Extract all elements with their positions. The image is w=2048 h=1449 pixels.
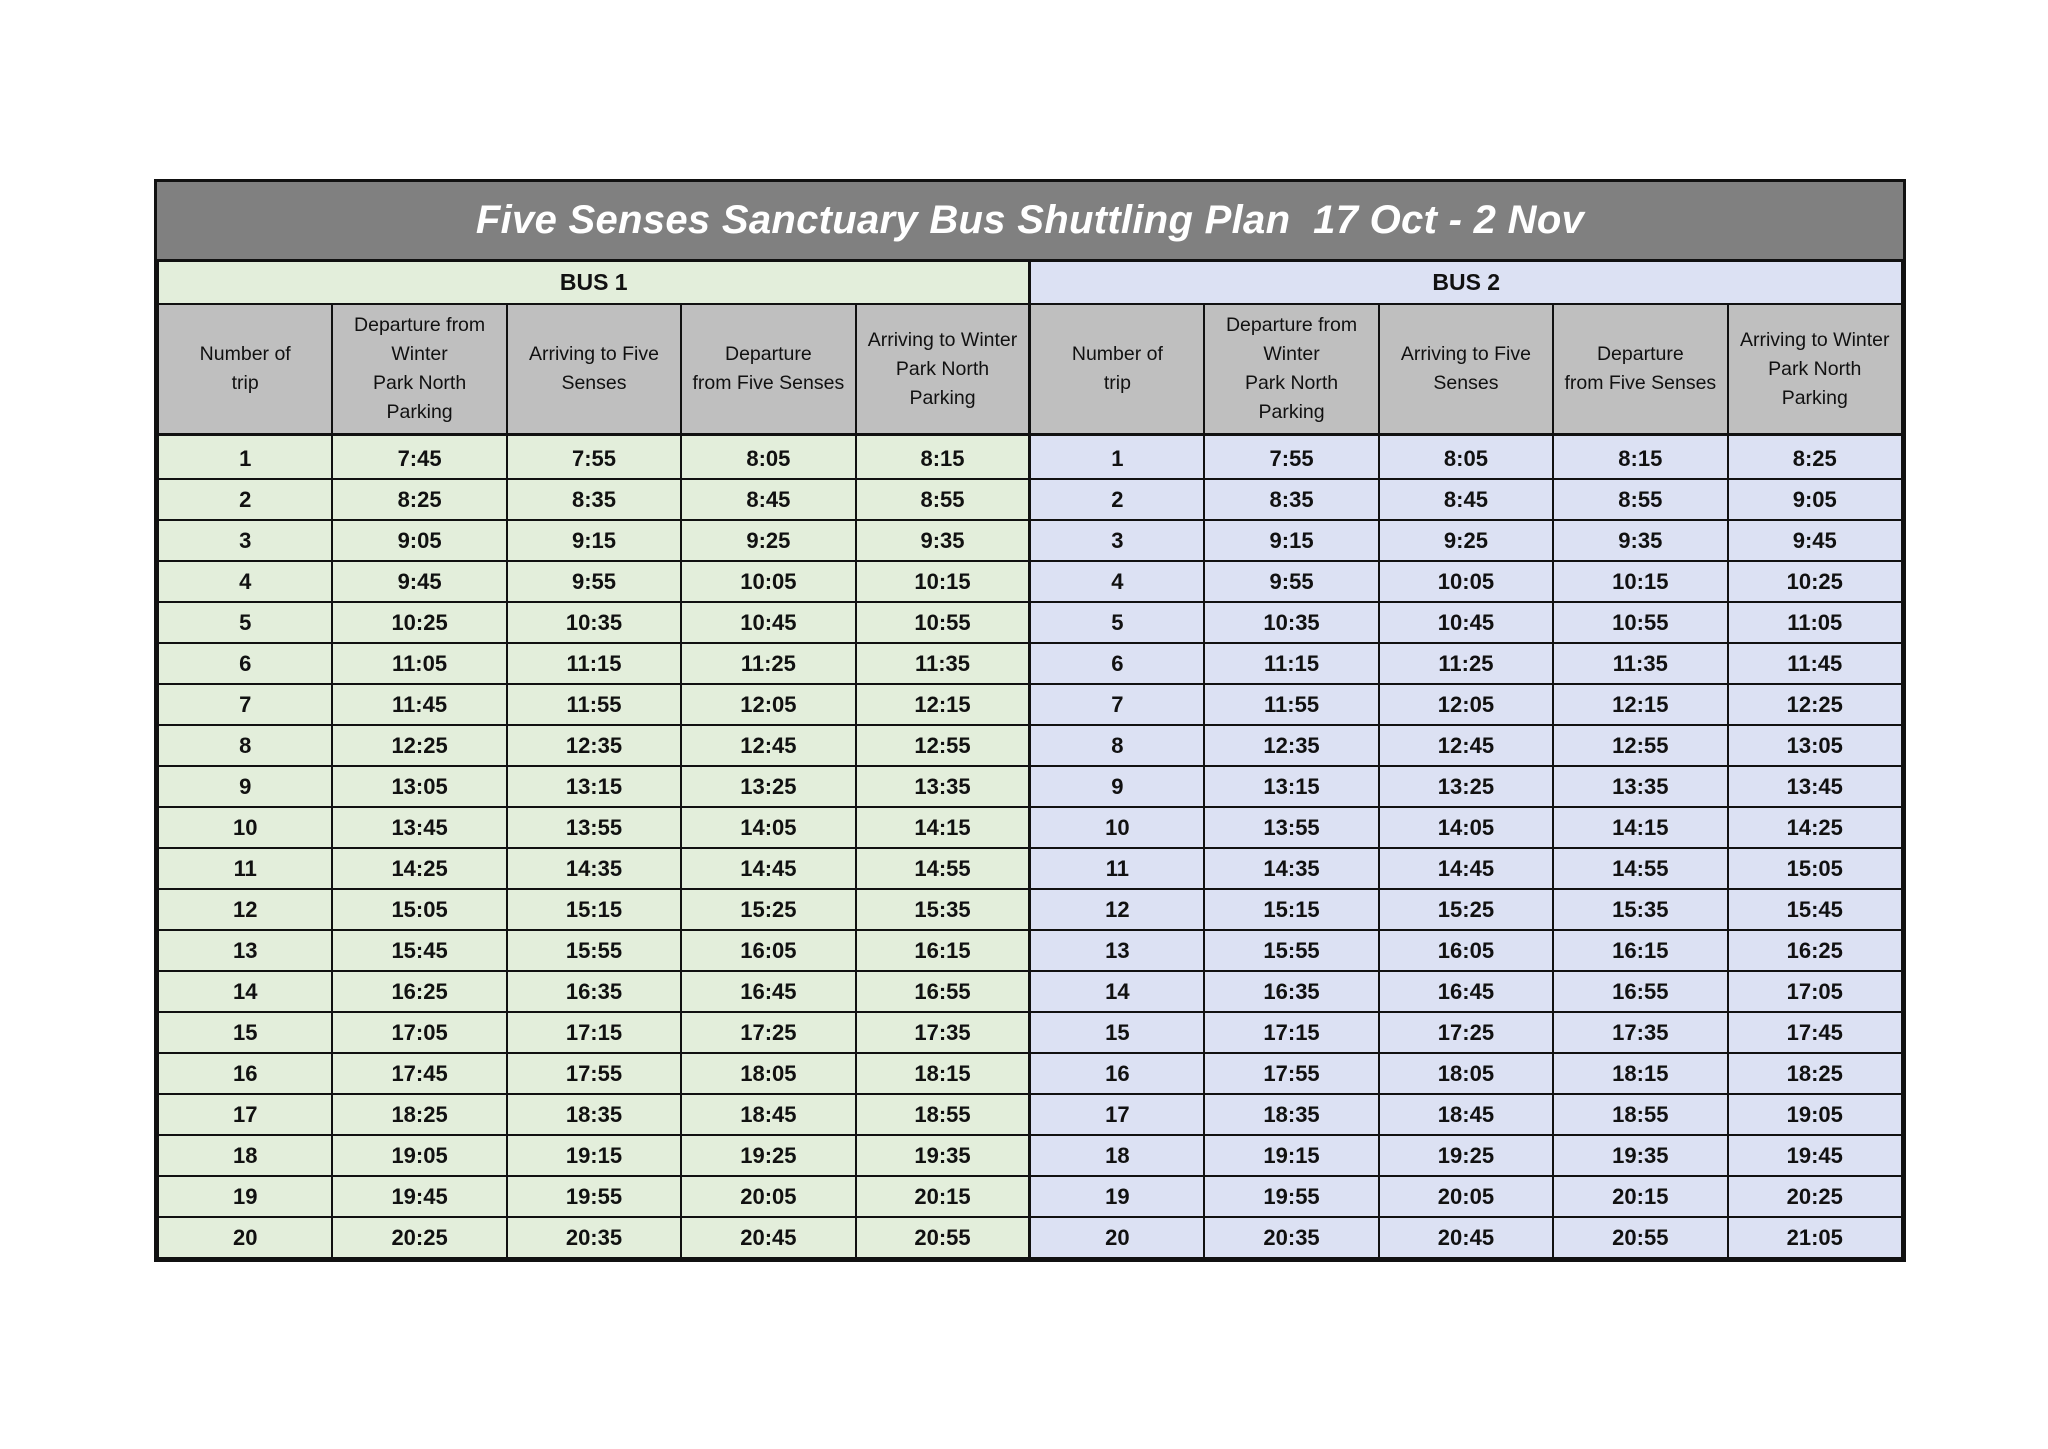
bus2-trip-number-cell: 11: [1030, 848, 1204, 889]
bus1-arrival-five-senses-cell: 9:15: [507, 520, 681, 561]
bus2-col-departure-winter-park: Departure from Winter Park North Parking: [1204, 304, 1378, 435]
bus1-arrival-winter-park-cell: 10:15: [856, 561, 1030, 602]
bus2-departure-five-senses-cell: 8:55: [1553, 479, 1727, 520]
bus2-arrival-winter-park-cell: 16:25: [1728, 930, 1902, 971]
bus2-arrival-winter-park-cell: 11:45: [1728, 643, 1902, 684]
bus1-departure-five-senses-cell: 11:25: [681, 643, 855, 684]
bus2-col-departure-five-senses: Departure from Five Senses: [1553, 304, 1727, 435]
bus1-departure-winter-park-cell: 12:25: [332, 725, 506, 766]
table-row: [158, 1135, 1902, 1176]
table-row: [158, 684, 1902, 725]
bus1-departure-winter-park-cell: 15:05: [332, 889, 506, 930]
bus1-departure-winter-park-cell: 20:25: [332, 1217, 506, 1258]
bus1-trip-number-cell: 2: [158, 479, 332, 520]
bus2-arrival-winter-park-cell: 13:45: [1728, 766, 1902, 807]
bus2-arrival-winter-park-cell: 13:05: [1728, 725, 1902, 766]
bus1-departure-five-senses-cell: 20:05: [681, 1176, 855, 1217]
bus1-arrival-winter-park-cell: 17:35: [856, 1012, 1030, 1053]
bus1-arrival-winter-park-cell: 19:35: [856, 1135, 1030, 1176]
bus1-arrival-five-senses-cell: 18:35: [507, 1094, 681, 1135]
bus2-arrival-five-senses-cell: 20:45: [1379, 1217, 1553, 1258]
bus2-departure-winter-park-cell: 13:15: [1204, 766, 1378, 807]
bus1-trip-number-cell: 14: [158, 971, 332, 1012]
bus2-arrival-five-senses-cell: 16:45: [1379, 971, 1553, 1012]
bus1-col-arrival-five-senses: Arriving to Five Senses: [507, 304, 681, 435]
bus1-departure-five-senses-cell: 15:25: [681, 889, 855, 930]
bus2-arrival-five-senses-cell: 12:45: [1379, 725, 1553, 766]
bus2-trip-number-cell: 1: [1030, 435, 1204, 480]
bus1-trip-number-cell: 19: [158, 1176, 332, 1217]
bus1-departure-winter-park-cell: 7:45: [332, 435, 506, 480]
table-row: [158, 643, 1902, 684]
bus2-arrival-five-senses-cell: 18:45: [1379, 1094, 1553, 1135]
table-row: [158, 971, 1902, 1012]
bus2-departure-five-senses-cell: 15:35: [1553, 889, 1727, 930]
bus2-arrival-winter-park-cell: 9:05: [1728, 479, 1902, 520]
bus1-arrival-five-senses-cell: 11:15: [507, 643, 681, 684]
bus2-trip-number-cell: 12: [1030, 889, 1204, 930]
bus2-arrival-five-senses-cell: 20:05: [1379, 1176, 1553, 1217]
table-row: [158, 561, 1902, 602]
bus1-arrival-winter-park-cell: 10:55: [856, 602, 1030, 643]
bus2-arrival-five-senses-cell: 10:45: [1379, 602, 1553, 643]
bus1-arrival-five-senses-cell: 14:35: [507, 848, 681, 889]
schedule-sheet: [154, 179, 1906, 1262]
bus1-arrival-winter-park-cell: 14:15: [856, 807, 1030, 848]
bus2-arrival-winter-park-cell: 8:25: [1728, 435, 1902, 480]
bus1-departure-five-senses-cell: 14:45: [681, 848, 855, 889]
bus2-arrival-winter-park-cell: 15:45: [1728, 889, 1902, 930]
bus1-arrival-winter-park-cell: 12:55: [856, 725, 1030, 766]
bus1-arrival-winter-park-cell: 11:35: [856, 643, 1030, 684]
bus2-arrival-winter-park-cell: 14:25: [1728, 807, 1902, 848]
bus1-departure-five-senses-cell: 10:05: [681, 561, 855, 602]
bus2-departure-winter-park-cell: 8:35: [1204, 479, 1378, 520]
bus1-trip-number-cell: 6: [158, 643, 332, 684]
bus1-departure-winter-park-cell: 17:45: [332, 1053, 506, 1094]
bus2-departure-five-senses-cell: 17:35: [1553, 1012, 1727, 1053]
table-row: [158, 602, 1902, 643]
bus2-trip-number-cell: 4: [1030, 561, 1204, 602]
table-row: [158, 889, 1902, 930]
bus1-col-departure-winter-park: Departure from Winter Park North Parking: [332, 304, 506, 435]
bus2-departure-five-senses-cell: 11:35: [1553, 643, 1727, 684]
bus2-arrival-five-senses-cell: 9:25: [1379, 520, 1553, 561]
bus1-arrival-winter-park-cell: 8:15: [856, 435, 1030, 480]
bus2-trip-number-cell: 20: [1030, 1217, 1204, 1258]
bus1-departure-five-senses-cell: 19:25: [681, 1135, 855, 1176]
bus1-departure-five-senses-cell: 13:25: [681, 766, 855, 807]
bus2-trip-number-cell: 14: [1030, 971, 1204, 1012]
bus1-arrival-five-senses-cell: 19:55: [507, 1176, 681, 1217]
bus1-trip-number-cell: 15: [158, 1012, 332, 1053]
bus2-arrival-five-senses-cell: 16:05: [1379, 930, 1553, 971]
bus2-departure-winter-park-cell: 17:15: [1204, 1012, 1378, 1053]
bus1-arrival-five-senses-cell: 13:15: [507, 766, 681, 807]
table-row: [158, 930, 1902, 971]
bus2-arrival-winter-park-cell: 11:05: [1728, 602, 1902, 643]
bus1-departure-winter-park-cell: 9:45: [332, 561, 506, 602]
bus2-departure-winter-park-cell: 19:15: [1204, 1135, 1378, 1176]
bus2-departure-five-senses-cell: 10:15: [1553, 561, 1727, 602]
bus2-arrival-winter-park-cell: 17:45: [1728, 1012, 1902, 1053]
bus1-departure-winter-park-cell: 10:25: [332, 602, 506, 643]
bus1-arrival-five-senses-cell: 16:35: [507, 971, 681, 1012]
bus1-trip-number-cell: 8: [158, 725, 332, 766]
bus1-arrival-winter-park-cell: 16:55: [856, 971, 1030, 1012]
bus2-trip-number-cell: 9: [1030, 766, 1204, 807]
bus1-trip-number-cell: 18: [158, 1135, 332, 1176]
bus1-arrival-winter-park-cell: 9:35: [856, 520, 1030, 561]
bus1-trip-number-cell: 16: [158, 1053, 332, 1094]
bus2-col-arrival-winter-park: Arriving to Winter Park North Parking: [1728, 304, 1902, 435]
bus2-departure-winter-park-cell: 9:15: [1204, 520, 1378, 561]
bus1-departure-winter-park-cell: 13:05: [332, 766, 506, 807]
bus2-arrival-winter-park-cell: 9:45: [1728, 520, 1902, 561]
table-row: [158, 1176, 1902, 1217]
bus2-departure-winter-park-cell: 13:55: [1204, 807, 1378, 848]
bus2-trip-number-cell: 3: [1030, 520, 1204, 561]
bus1-trip-number-cell: 10: [158, 807, 332, 848]
table-row: [158, 807, 1902, 848]
bus2-departure-five-senses-cell: 16:15: [1553, 930, 1727, 971]
bus2-departure-five-senses-cell: 13:35: [1553, 766, 1727, 807]
bus1-trip-number-cell: 3: [158, 520, 332, 561]
bus1-arrival-winter-park-cell: 18:15: [856, 1053, 1030, 1094]
bus2-departure-five-senses-cell: 12:55: [1553, 725, 1727, 766]
bus1-trip-number-cell: 11: [158, 848, 332, 889]
bus1-departure-winter-park-cell: 18:25: [332, 1094, 506, 1135]
bus1-departure-five-senses-cell: 18:05: [681, 1053, 855, 1094]
bus2-trip-number-cell: 15: [1030, 1012, 1204, 1053]
bus2-departure-five-senses-cell: 20:15: [1553, 1176, 1727, 1217]
bus1-arrival-winter-park-cell: 20:55: [856, 1217, 1030, 1258]
bus1-arrival-five-senses-cell: 8:35: [507, 479, 681, 520]
bus2-arrival-winter-park-cell: 12:25: [1728, 684, 1902, 725]
bus1-arrival-five-senses-cell: 12:35: [507, 725, 681, 766]
bus1-departure-five-senses-cell: 20:45: [681, 1217, 855, 1258]
bus2-arrival-winter-park-cell: 15:05: [1728, 848, 1902, 889]
bus1-arrival-winter-park-cell: 13:35: [856, 766, 1030, 807]
bus2-arrival-winter-park-cell: 18:25: [1728, 1053, 1902, 1094]
bus1-arrival-winter-park-cell: 15:35: [856, 889, 1030, 930]
table-row: [158, 435, 1902, 480]
bus2-trip-number-cell: 2: [1030, 479, 1204, 520]
bus1-arrival-winter-park-cell: 18:55: [856, 1094, 1030, 1135]
bus1-departure-winter-park-cell: 14:25: [332, 848, 506, 889]
bus-1-header: BUS 1: [158, 262, 1030, 304]
bus2-departure-winter-park-cell: 14:35: [1204, 848, 1378, 889]
bus2-departure-winter-park-cell: 7:55: [1204, 435, 1378, 480]
bus2-trip-number-cell: 7: [1030, 684, 1204, 725]
bus2-departure-five-senses-cell: 16:55: [1553, 971, 1727, 1012]
table-row: [158, 766, 1902, 807]
bus2-departure-winter-park-cell: 12:35: [1204, 725, 1378, 766]
bus2-departure-five-senses-cell: 14:15: [1553, 807, 1727, 848]
bus2-departure-winter-park-cell: 9:55: [1204, 561, 1378, 602]
bus2-arrival-winter-park-cell: 10:25: [1728, 561, 1902, 602]
bus2-arrival-five-senses-cell: 12:05: [1379, 684, 1553, 725]
table-row: [158, 520, 1902, 561]
bus2-trip-number-cell: 8: [1030, 725, 1204, 766]
bus1-arrival-five-senses-cell: 7:55: [507, 435, 681, 480]
column-header-row: [158, 304, 1902, 435]
table-row: [158, 1094, 1902, 1135]
bus2-departure-five-senses-cell: 10:55: [1553, 602, 1727, 643]
bus2-departure-five-senses-cell: 18:15: [1553, 1053, 1727, 1094]
bus2-departure-winter-park-cell: 19:55: [1204, 1176, 1378, 1217]
bus2-departure-winter-park-cell: 11:55: [1204, 684, 1378, 725]
bus2-departure-winter-park-cell: 15:15: [1204, 889, 1378, 930]
schedule-body: [158, 435, 1902, 1259]
bus1-departure-five-senses-cell: 14:05: [681, 807, 855, 848]
bus1-departure-five-senses-cell: 12:45: [681, 725, 855, 766]
bus2-arrival-winter-park-cell: 19:45: [1728, 1135, 1902, 1176]
bus1-departure-five-senses-cell: 8:45: [681, 479, 855, 520]
bus2-trip-number-cell: 5: [1030, 602, 1204, 643]
bus2-arrival-five-senses-cell: 8:45: [1379, 479, 1553, 520]
bus2-departure-winter-park-cell: 20:35: [1204, 1217, 1378, 1258]
bus1-arrival-five-senses-cell: 17:55: [507, 1053, 681, 1094]
bus1-trip-number-cell: 1: [158, 435, 332, 480]
bus2-trip-number-cell: 19: [1030, 1176, 1204, 1217]
bus1-arrival-winter-park-cell: 20:15: [856, 1176, 1030, 1217]
bus2-trip-number-cell: 18: [1030, 1135, 1204, 1176]
bus1-departure-winter-park-cell: 11:05: [332, 643, 506, 684]
bus2-trip-number-cell: 10: [1030, 807, 1204, 848]
bus1-departure-winter-park-cell: 19:05: [332, 1135, 506, 1176]
table-row: [158, 1217, 1902, 1258]
bus2-trip-number-cell: 16: [1030, 1053, 1204, 1094]
bus2-trip-number-cell: 13: [1030, 930, 1204, 971]
bus2-arrival-five-senses-cell: 18:05: [1379, 1053, 1553, 1094]
bus1-departure-winter-park-cell: 17:05: [332, 1012, 506, 1053]
bus1-trip-number-cell: 4: [158, 561, 332, 602]
bus2-departure-five-senses-cell: 19:35: [1553, 1135, 1727, 1176]
bus1-arrival-winter-park-cell: 12:15: [856, 684, 1030, 725]
bus1-arrival-five-senses-cell: 15:55: [507, 930, 681, 971]
bus1-departure-five-senses-cell: 8:05: [681, 435, 855, 480]
bus1-departure-winter-park-cell: 13:45: [332, 807, 506, 848]
bus1-arrival-five-senses-cell: 19:15: [507, 1135, 681, 1176]
bus2-trip-number-cell: 17: [1030, 1094, 1204, 1135]
bus2-departure-winter-park-cell: 18:35: [1204, 1094, 1378, 1135]
bus1-col-arrival-winter-park: Arriving to Winter Park North Parking: [856, 304, 1030, 435]
bus1-departure-five-senses-cell: 9:25: [681, 520, 855, 561]
bus1-col-departure-five-senses: Departure from Five Senses: [681, 304, 855, 435]
bus1-arrival-winter-park-cell: 16:15: [856, 930, 1030, 971]
bus2-arrival-five-senses-cell: 14:45: [1379, 848, 1553, 889]
bus2-departure-five-senses-cell: 14:55: [1553, 848, 1727, 889]
table-row: [158, 479, 1902, 520]
bus2-arrival-five-senses-cell: 19:25: [1379, 1135, 1553, 1176]
bus2-arrival-winter-park-cell: 17:05: [1728, 971, 1902, 1012]
bus1-trip-number-cell: 13: [158, 930, 332, 971]
bus2-departure-five-senses-cell: 12:15: [1553, 684, 1727, 725]
bus2-departure-five-senses-cell: 9:35: [1553, 520, 1727, 561]
bus-header-row: [158, 262, 1902, 304]
bus1-arrival-winter-park-cell: 14:55: [856, 848, 1030, 889]
bus2-arrival-winter-park-cell: 21:05: [1728, 1217, 1902, 1258]
bus2-arrival-winter-park-cell: 19:05: [1728, 1094, 1902, 1135]
bus1-departure-winter-park-cell: 15:45: [332, 930, 506, 971]
bus2-col-trip-number: Number of trip: [1030, 304, 1204, 435]
bus1-departure-winter-park-cell: 19:45: [332, 1176, 506, 1217]
bus2-departure-winter-park-cell: 10:35: [1204, 602, 1378, 643]
bus-2-header: BUS 2: [1030, 262, 1902, 304]
bus1-departure-five-senses-cell: 16:05: [681, 930, 855, 971]
bus1-departure-five-senses-cell: 18:45: [681, 1094, 855, 1135]
bus1-arrival-five-senses-cell: 17:15: [507, 1012, 681, 1053]
bus1-departure-winter-park-cell: 8:25: [332, 479, 506, 520]
bus1-departure-five-senses-cell: 17:25: [681, 1012, 855, 1053]
table-row: [158, 1012, 1902, 1053]
bus2-col-arrival-five-senses: Arriving to Five Senses: [1379, 304, 1553, 435]
bus1-trip-number-cell: 12: [158, 889, 332, 930]
bus2-departure-winter-park-cell: 15:55: [1204, 930, 1378, 971]
table-row: [158, 1053, 1902, 1094]
bus2-arrival-five-senses-cell: 13:25: [1379, 766, 1553, 807]
schedule-title: Five Senses Sanctuary Bus Shuttling Plan 17 Oct - 2 Nov: [157, 182, 1903, 262]
bus2-arrival-five-senses-cell: 15:25: [1379, 889, 1553, 930]
bus1-departure-five-senses-cell: 16:45: [681, 971, 855, 1012]
bus1-col-trip-number: Number of trip: [158, 304, 332, 435]
schedule-table: [157, 262, 1903, 1259]
bus2-arrival-five-senses-cell: 10:05: [1379, 561, 1553, 602]
bus2-departure-winter-park-cell: 17:55: [1204, 1053, 1378, 1094]
bus2-arrival-five-senses-cell: 11:25: [1379, 643, 1553, 684]
bus2-arrival-five-senses-cell: 17:25: [1379, 1012, 1553, 1053]
bus2-departure-winter-park-cell: 11:15: [1204, 643, 1378, 684]
bus2-departure-winter-park-cell: 16:35: [1204, 971, 1378, 1012]
bus1-arrival-five-senses-cell: 9:55: [507, 561, 681, 602]
bus1-departure-winter-park-cell: 16:25: [332, 971, 506, 1012]
bus1-trip-number-cell: 7: [158, 684, 332, 725]
bus1-trip-number-cell: 20: [158, 1217, 332, 1258]
bus2-arrival-five-senses-cell: 14:05: [1379, 807, 1553, 848]
table-row: [158, 848, 1902, 889]
bus2-departure-five-senses-cell: 20:55: [1553, 1217, 1727, 1258]
bus1-arrival-five-senses-cell: 20:35: [507, 1217, 681, 1258]
bus2-departure-five-senses-cell: 8:15: [1553, 435, 1727, 480]
bus1-arrival-winter-park-cell: 8:55: [856, 479, 1030, 520]
bus1-arrival-five-senses-cell: 13:55: [507, 807, 681, 848]
bus1-departure-five-senses-cell: 12:05: [681, 684, 855, 725]
bus2-arrival-winter-park-cell: 20:25: [1728, 1176, 1902, 1217]
bus2-departure-five-senses-cell: 18:55: [1553, 1094, 1727, 1135]
bus2-arrival-five-senses-cell: 8:05: [1379, 435, 1553, 480]
table-row: [158, 725, 1902, 766]
bus1-departure-winter-park-cell: 9:05: [332, 520, 506, 561]
bus1-arrival-five-senses-cell: 10:35: [507, 602, 681, 643]
bus1-arrival-five-senses-cell: 11:55: [507, 684, 681, 725]
bus1-trip-number-cell: 5: [158, 602, 332, 643]
bus1-departure-winter-park-cell: 11:45: [332, 684, 506, 725]
bus1-trip-number-cell: 17: [158, 1094, 332, 1135]
bus2-trip-number-cell: 6: [1030, 643, 1204, 684]
bus1-departure-five-senses-cell: 10:45: [681, 602, 855, 643]
bus1-arrival-five-senses-cell: 15:15: [507, 889, 681, 930]
bus1-trip-number-cell: 9: [158, 766, 332, 807]
